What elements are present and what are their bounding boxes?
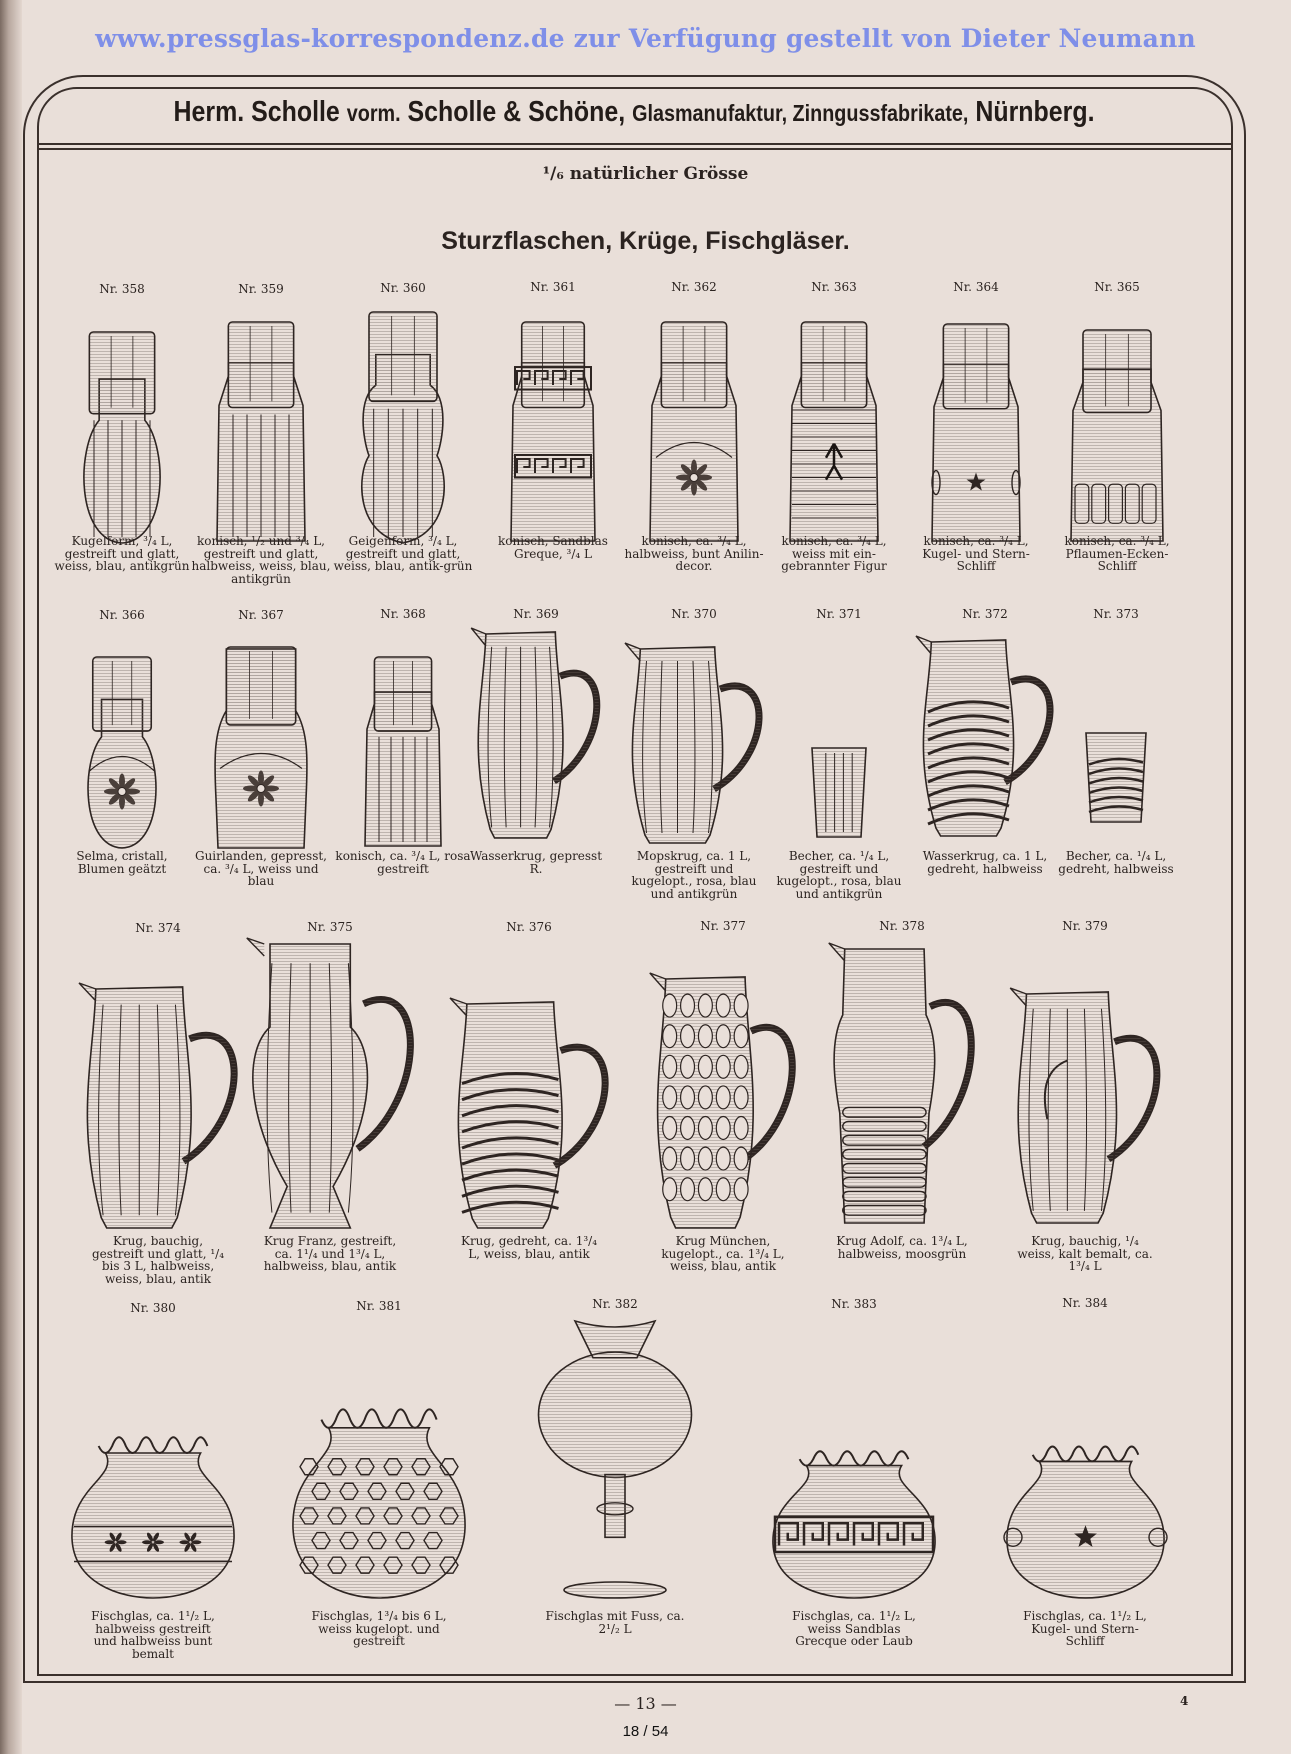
item-caption: Fischglas, 1³/₄ bis 6 L, weiss kugelopt. und gestreift: [311, 1609, 447, 1648]
glassware-drawing: [507, 320, 599, 545]
product-illustration: [79, 655, 165, 850]
item-number: Nr. 383: [831, 1297, 877, 1311]
glassware-drawing: [68, 1425, 238, 1600]
item-number: Nr. 361: [530, 280, 576, 294]
product-illustration: [910, 638, 1060, 838]
item-number: Nr. 381: [356, 1299, 402, 1313]
item-caption: Guirlanden, gepresst, ca. ³/₄ L, weiss und blau: [194, 849, 327, 888]
glassware-drawing: [289, 1395, 469, 1600]
item-caption: konisch, ca. ³/₄ L, Kugel- und Stern-Schliff: [922, 534, 1030, 573]
glassware-drawing: [213, 320, 309, 545]
item-number: Nr. 375: [307, 920, 353, 934]
item-number: Nr. 373: [1093, 607, 1139, 621]
header-name: Herm. Scholle: [173, 96, 340, 128]
product-illustration: [507, 320, 599, 545]
catalog-title: Sturzflaschen, Krüge, Fischgläser.: [441, 227, 850, 255]
header-city: Nürnberg.: [975, 96, 1095, 128]
header-rule-double: [37, 148, 1231, 150]
glassware-drawing: [1003, 990, 1168, 1225]
page-number: — 13 —: [614, 1694, 677, 1713]
item-caption: Krug, bauchig, gestreift und glatt, ¹/₄ bis 3 L, halbweiss, weiss, blau, antik: [91, 1234, 225, 1286]
item-caption: Krug, gedreht, ca. 1³/₄ L, weiss, blau, antik: [460, 1234, 598, 1261]
glassware-drawing: [809, 745, 869, 840]
product-illustration: [210, 645, 312, 850]
item-caption: Fischglas mit Fuss, ca. 2¹/₂ L: [545, 1609, 685, 1636]
glassware-drawing: [786, 320, 882, 545]
book-binding-shadow: [0, 0, 22, 1754]
product-illustration: [1083, 730, 1149, 825]
watermark-text: www.pressglas-korrespondenz.de zur Verfügung gestellt von Dieter Neumann: [95, 24, 1196, 53]
glassware-drawing: [361, 655, 445, 850]
product-illustration: [822, 945, 982, 1225]
product-illustration: [238, 940, 423, 1230]
product-illustration: [643, 975, 803, 1230]
item-number: Nr. 365: [1094, 280, 1140, 294]
item-caption: Selma, cristall, Blumen geätzt: [76, 849, 168, 876]
glassware-drawing: [619, 645, 769, 845]
header-vorm: vorm.: [346, 100, 401, 126]
item-caption: konisch, ¹/₂ und ³/₄ L, gestreift und glatt, halbweiss, weiss, blau, antikgrün: [191, 534, 331, 586]
item-caption: Wasserkrug, ca. 1 L, gedreht, halbweiss: [922, 849, 1048, 876]
glassware-drawing: [646, 320, 742, 545]
item-number: Nr. 367: [238, 608, 284, 622]
glassware-drawing: [822, 945, 982, 1225]
glassware-drawing: [442, 1000, 617, 1230]
item-number: Nr. 368: [380, 607, 426, 621]
item-caption: Fischglas, ca. 1¹/₂ L, weiss Sandblas Grecque oder Laub: [792, 1609, 916, 1648]
product-illustration: [289, 1395, 469, 1600]
glassware-drawing: [928, 322, 1024, 545]
item-caption: Wasserkrug, gepresst R.: [469, 849, 603, 876]
item-caption: Krug, bauchig, ¹/₄ weiss, kalt bemalt, ca. 1³/₄ L: [1017, 1234, 1153, 1273]
item-number: Nr. 359: [238, 282, 284, 296]
product-illustration: [68, 1425, 238, 1600]
item-caption: konisch, Sandblas Greque, ³/₄ L: [498, 534, 608, 561]
item-caption: Becher, ca. ¹/₄ L, gestreift und kugelopt., rosa, blau und antikgrün: [776, 849, 902, 901]
item-caption: Fischglas, ca. 1¹/₂ L, Kugel- und Stern-Schliff: [1023, 1609, 1147, 1648]
product-illustration: [646, 320, 742, 545]
item-caption: konisch, ca. ³/₄ L, rosa gestreift: [335, 849, 471, 876]
product-illustration: [530, 1315, 700, 1600]
product-illustration: [1067, 328, 1167, 545]
product-illustration: [74, 330, 170, 545]
item-caption: Fischglas, ca. 1¹/₂ L, halbweiss gestreift und halbweiss bunt bemalt: [91, 1609, 215, 1661]
item-caption: Kugelform, ³/₄ L, gestreift und glatt, weiss, blau, antikgrün: [54, 534, 190, 573]
item-caption: Krug Adolf, ca. 1³/₄ L, halbweiss, moosgrün: [836, 1234, 968, 1261]
product-illustration: [786, 320, 882, 545]
glassware-drawing: [530, 1315, 700, 1600]
item-caption: konisch, ca. ³/₄ L, Pflaumen-Ecken-Schliff: [1064, 534, 1170, 573]
item-caption: Geigenform, ³/₄ L, gestreift und glatt, weiss, blau, antik-grün: [333, 534, 473, 573]
item-number: Nr. 376: [506, 920, 552, 934]
glassware-drawing: [910, 638, 1060, 838]
item-number: Nr. 384: [1062, 1296, 1108, 1310]
product-illustration: [619, 645, 769, 845]
product-illustration: [466, 630, 606, 840]
item-number: Nr. 366: [99, 608, 145, 622]
item-number: Nr. 364: [953, 280, 999, 294]
item-caption: Becher, ca. ¹/₄ L, gedreht, halbweiss: [1058, 849, 1174, 876]
item-number: Nr. 369: [513, 607, 559, 621]
item-number: Nr. 372: [962, 607, 1008, 621]
glassware-drawing: [1003, 1435, 1168, 1600]
company-header: [123, 96, 1145, 129]
item-number: Nr. 358: [99, 282, 145, 296]
item-caption: Krug München, kugelopt., ca. 1³/₄ L, weiss, blau, antik: [661, 1234, 785, 1273]
header-former-name: Scholle & Schöne,: [407, 96, 626, 128]
product-illustration: [213, 320, 309, 545]
item-number: Nr. 362: [671, 280, 717, 294]
scale-note: ¹/₆ natürlicher Grösse: [542, 164, 749, 184]
product-illustration: [71, 985, 246, 1230]
glassware-drawing: [769, 1440, 939, 1600]
item-number: Nr. 363: [811, 280, 857, 294]
product-illustration: [1003, 990, 1168, 1225]
item-caption: Mopskrug, ca. 1 L, gestreift und kugelopt., rosa, blau und antikgrün: [631, 849, 757, 901]
item-number: Nr. 370: [671, 607, 717, 621]
glassware-drawing: [74, 330, 170, 545]
product-illustration: [928, 322, 1024, 545]
header-trade: Glasmanufaktur, Zinngussfabrikate,: [632, 100, 969, 126]
item-number: Nr. 378: [879, 919, 925, 933]
glassware-drawing: [210, 645, 312, 850]
product-illustration: [809, 745, 869, 840]
item-number: Nr. 382: [592, 1297, 638, 1311]
glassware-drawing: [353, 310, 453, 545]
item-number: Nr. 380: [130, 1301, 176, 1315]
glassware-drawing: [643, 975, 803, 1230]
glassware-drawing: [1083, 730, 1149, 825]
item-number: Nr. 377: [700, 919, 746, 933]
product-illustration: [769, 1440, 939, 1600]
product-illustration: [353, 310, 453, 545]
item-caption: Krug Franz, gestreift, ca. 1¹/₄ und 1³/₄ L, halbweiss, blau, antik: [263, 1234, 397, 1273]
product-illustration: [442, 1000, 617, 1230]
item-number: Nr. 360: [380, 281, 426, 295]
glassware-drawing: [238, 940, 423, 1230]
item-number: Nr. 374: [135, 921, 181, 935]
glassware-drawing: [79, 655, 165, 850]
glassware-drawing: [466, 630, 606, 840]
glassware-drawing: [71, 985, 246, 1230]
product-illustration: [361, 655, 445, 850]
product-illustration: [1003, 1435, 1168, 1600]
pdf-pager: 18 / 54: [622, 1723, 669, 1740]
item-number: Nr. 371: [816, 607, 862, 621]
item-caption: konisch, ca. ³/₄ L, halbweiss, bunt Anilin-decor.: [624, 534, 764, 573]
glassware-drawing: [1067, 328, 1167, 545]
item-caption: konisch, ca. ³/₄ L, weiss mit ein-gebrannter Figur: [781, 534, 887, 573]
item-number: Nr. 379: [1062, 919, 1108, 933]
header-rule: [37, 143, 1231, 145]
signature-mark: 4: [1180, 1694, 1189, 1708]
